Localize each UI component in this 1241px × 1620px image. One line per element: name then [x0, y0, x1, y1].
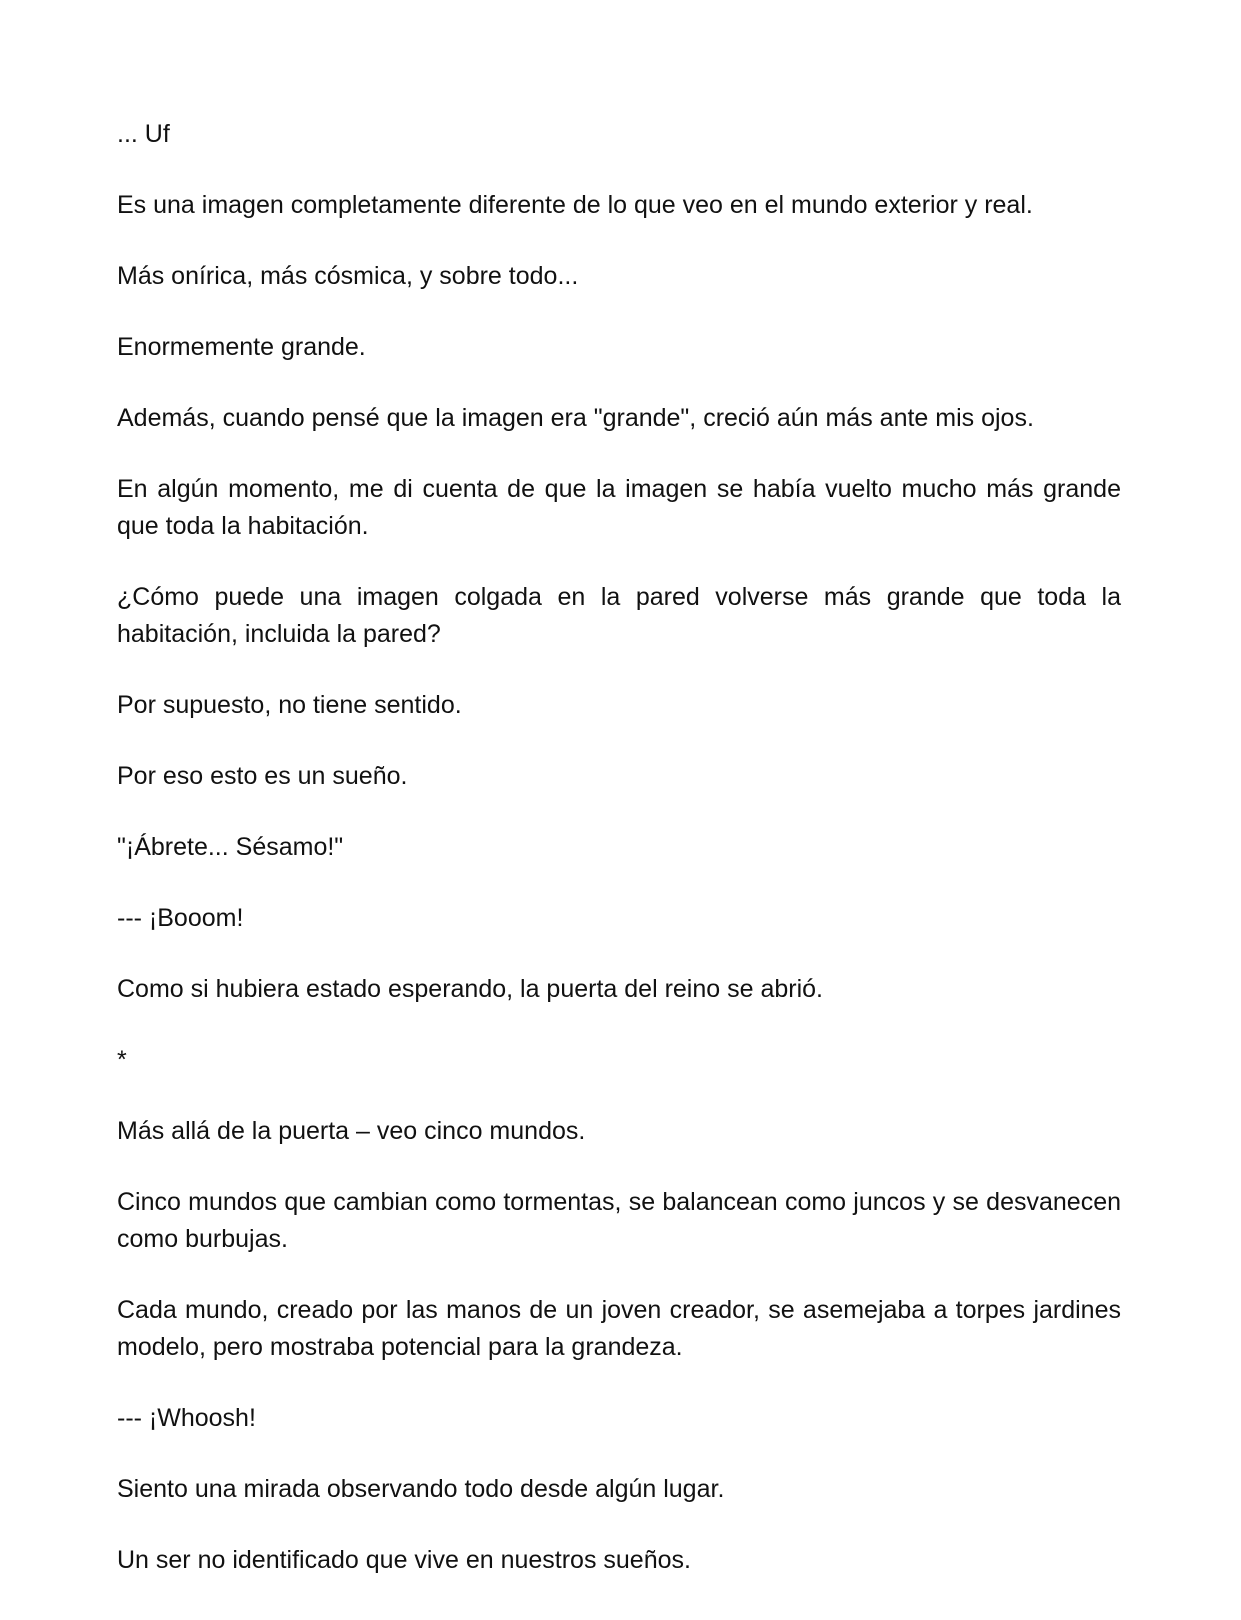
section-break: *	[117, 1046, 127, 1074]
paragraph: Cinco mundos que cambian como tormentas, se balancean como juncos y se desvanecen como burbujas.	[117, 1188, 1121, 1253]
paragraph: Enormemente grande.	[117, 333, 366, 361]
paragraph: --- ¡Booom!	[117, 904, 244, 932]
paragraph: Un ser no identificado que vive en nuestros sueños.	[117, 1546, 691, 1574]
paragraph: Además, cuando pensé que la imagen era "grande", creció aún más ante mis ojos.	[117, 404, 1034, 432]
paragraph: Cada mundo, creado por las manos de un joven creador, se asemejaba a torpes jardines modelo, pero mostraba potencial para la grandeza.	[117, 1296, 1121, 1361]
paragraph: ... Uf	[117, 120, 170, 148]
paragraph: Más allá de la puerta – veo cinco mundos.	[117, 1117, 586, 1145]
paragraph: Por eso esto es un sueño.	[117, 762, 408, 790]
paragraph: Por supuesto, no tiene sentido.	[117, 691, 462, 719]
paragraph: Es una imagen completamente diferente de lo que veo en el mundo exterior y real.	[117, 191, 1033, 219]
paragraph: ¿Cómo puede una imagen colgada en la pared volverse más grande que toda la habitación, incluida la pared?	[117, 583, 1121, 648]
paragraph: Como si hubiera estado esperando, la puerta del reino se abrió.	[117, 975, 823, 1003]
paragraph: "¡Ábrete... Sésamo!"	[117, 833, 344, 861]
paragraph: Más onírica, más cósmica, y sobre todo...	[117, 262, 579, 290]
paragraph: --- ¡Whoosh!	[117, 1404, 256, 1432]
paragraph: Siento una mirada observando todo desde algún lugar.	[117, 1475, 725, 1503]
paragraph: En algún momento, me di cuenta de que la imagen se había vuelto mucho más grande que toda la habitación.	[117, 475, 1121, 540]
document-body	[117, 116, 1121, 1613]
